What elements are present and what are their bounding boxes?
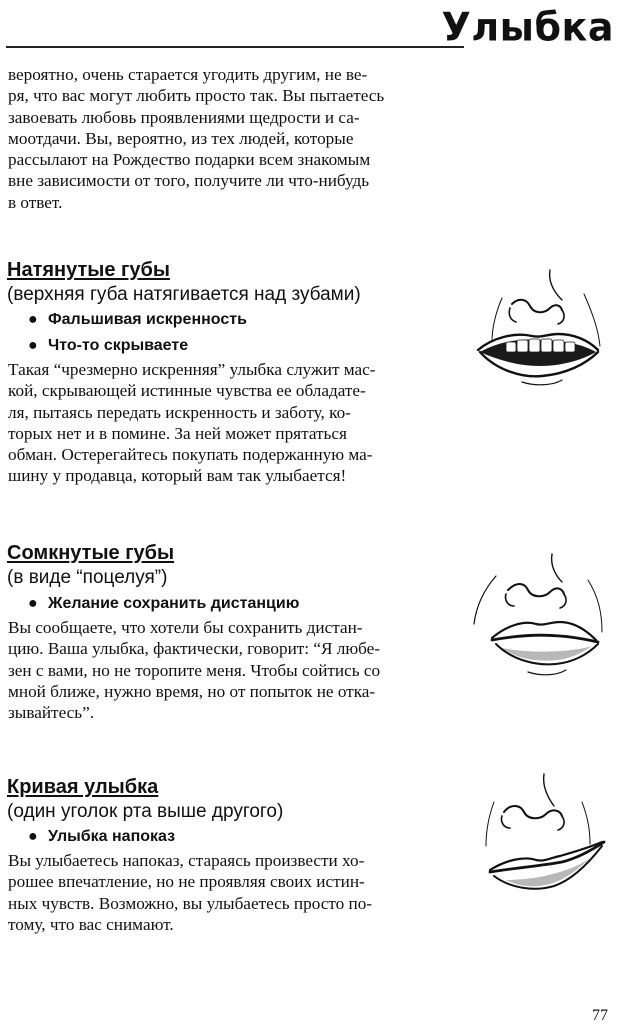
section-subtitle: (верхняя губа натягивается над зубами) bbox=[7, 284, 361, 305]
bullet-dot-icon: ● bbox=[28, 595, 38, 612]
text-line: обман. Остерегайтесь покупать подержанную ма- bbox=[8, 445, 373, 465]
page-title: Улыбка bbox=[441, 4, 614, 50]
text-line: ля, пытаясь передать искренность и заботу, ко- bbox=[8, 402, 351, 422]
section-paragraph bbox=[8, 617, 448, 723]
text-line: рошее впечатление, но не проявляя своих истин- bbox=[8, 872, 365, 892]
bullet-item: ● Улыбка напоказ bbox=[28, 828, 176, 845]
text-line: шину у продавца, который вам так улыбается! bbox=[8, 466, 347, 486]
closed-lips-smile-illustration bbox=[462, 552, 612, 682]
text-line: вне зависимости от того, получите ли что-нибудь bbox=[8, 171, 370, 191]
text-line: зывайтесь”. bbox=[8, 703, 95, 723]
text-line: Вы сообщаете, что хотели бы сохранить дистан- bbox=[8, 618, 363, 637]
text-line: торых нет и в помине. За ней может прятаться bbox=[8, 423, 347, 443]
bullet-item: ● Что-то скрываете bbox=[28, 337, 189, 354]
text-line: мной ближе, нужно время, но от попыток не отка- bbox=[8, 681, 376, 701]
text-line: ря, что вас могут любить просто так. Вы пытаетесь bbox=[8, 86, 385, 106]
bullet-dot-icon: ● bbox=[28, 828, 38, 845]
section-heading-tight-lips: Натянутые губы bbox=[7, 259, 170, 281]
crooked-smile-illustration bbox=[470, 772, 616, 902]
bullet-item: ● Желание сохранить дистанцию bbox=[28, 595, 300, 612]
section-heading-crooked-smile: Кривая улыбка bbox=[7, 776, 159, 798]
section-subtitle: (один уголок рта выше другого) bbox=[7, 801, 284, 822]
section-paragraph bbox=[8, 359, 448, 487]
text-line: моотдачи. Вы, вероятно, из тех людей, которые bbox=[8, 128, 354, 148]
text-line: ных чувств. Возможно, вы улыбаетесь просто по- bbox=[8, 893, 373, 913]
bullet-item: ● Фальшивая искренность bbox=[28, 311, 247, 328]
text-line: в ответ. bbox=[8, 192, 63, 212]
bullet-dot-icon: ● bbox=[28, 311, 38, 328]
text-line: зен с вами, но не торопите меня. Чтобы сойтись со bbox=[8, 660, 381, 680]
page-number: 77 bbox=[592, 1007, 608, 1024]
bullet-dot-icon: ● bbox=[28, 337, 38, 354]
text-line: вероятно, очень старается угодить другим, не ве- bbox=[8, 65, 368, 84]
section-paragraph bbox=[8, 850, 448, 935]
intro-paragraph bbox=[8, 64, 448, 213]
header-rule bbox=[6, 46, 464, 48]
text-line: рассылают на Рождество подарки всем знакомым bbox=[8, 150, 371, 170]
section-subtitle: (в виде “поцелуя”) bbox=[7, 567, 168, 588]
text-line: кой, скрывающей истинные чувства ее обладате- bbox=[8, 381, 366, 401]
text-line: Вы улыбаетесь напоказ, стараясь произвести хо- bbox=[8, 851, 365, 870]
text-line: цию. Ваша улыбка, фактически, говорит: “Я любе- bbox=[8, 639, 381, 659]
text-line: завоевать любовь проявлениями щедрости и са- bbox=[8, 107, 360, 127]
text-line: тому, что вас снимают. bbox=[8, 914, 174, 934]
tight-lips-smile-illustration bbox=[462, 268, 612, 398]
text-line: Такая “чрезмерно искренняя” улыбка служит мас- bbox=[8, 360, 376, 379]
section-heading-closed-lips: Сомкнутые губы bbox=[7, 542, 175, 564]
